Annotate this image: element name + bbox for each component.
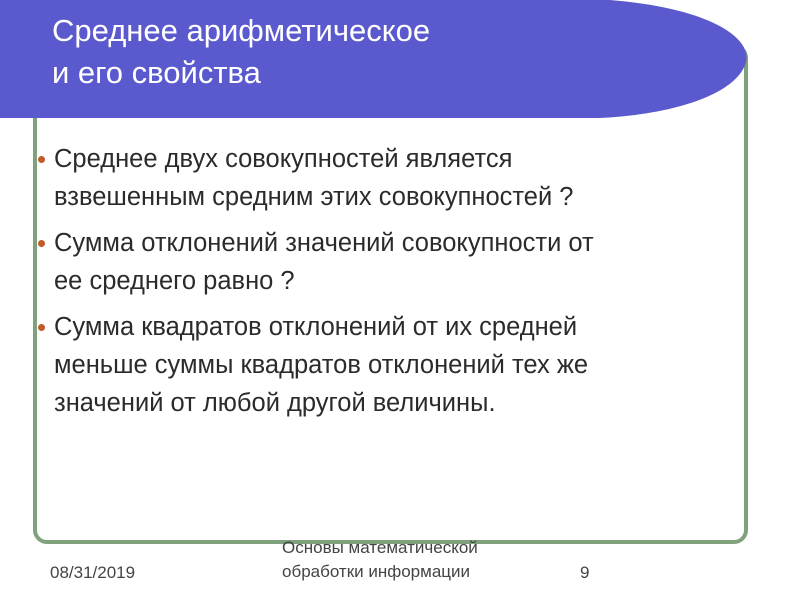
bullet-line: значений от любой другой величины. — [54, 389, 496, 417]
bullet-dot-icon — [38, 324, 45, 331]
bullet-list — [36, 140, 716, 430]
bullet-dot-icon — [38, 240, 45, 247]
bullet-line: взвешенным средним этих совокупностей ? — [54, 183, 574, 211]
bullet-line: Сумма квадратов отклонений от их средней — [54, 313, 578, 341]
footer-course-title — [282, 536, 522, 584]
footer-course-line-1: Основы математической — [282, 538, 478, 557]
bullet-line: Сумма отклонений значений совокупности от — [54, 229, 594, 257]
bullet-item — [36, 140, 716, 216]
bullet-dot-icon — [38, 156, 45, 163]
slide-title-line-1: Среднее арифметическое — [52, 13, 431, 48]
bullet-line: меньше суммы квадратов отклонений тех же — [54, 351, 589, 379]
bullet-line: Среднее двух совокупностей является — [54, 145, 513, 173]
footer-course-line-2: обработки информации — [282, 562, 471, 581]
bullet-item — [36, 308, 716, 422]
footer-date: 08/31/2019 — [50, 563, 136, 582]
slide-title-line-2: и его свойства — [52, 55, 261, 90]
page-number: 9 — [580, 563, 590, 582]
bullet-item — [36, 224, 716, 300]
bullet-line: ее среднего равно ? — [54, 267, 295, 295]
slide-title — [52, 10, 430, 94]
